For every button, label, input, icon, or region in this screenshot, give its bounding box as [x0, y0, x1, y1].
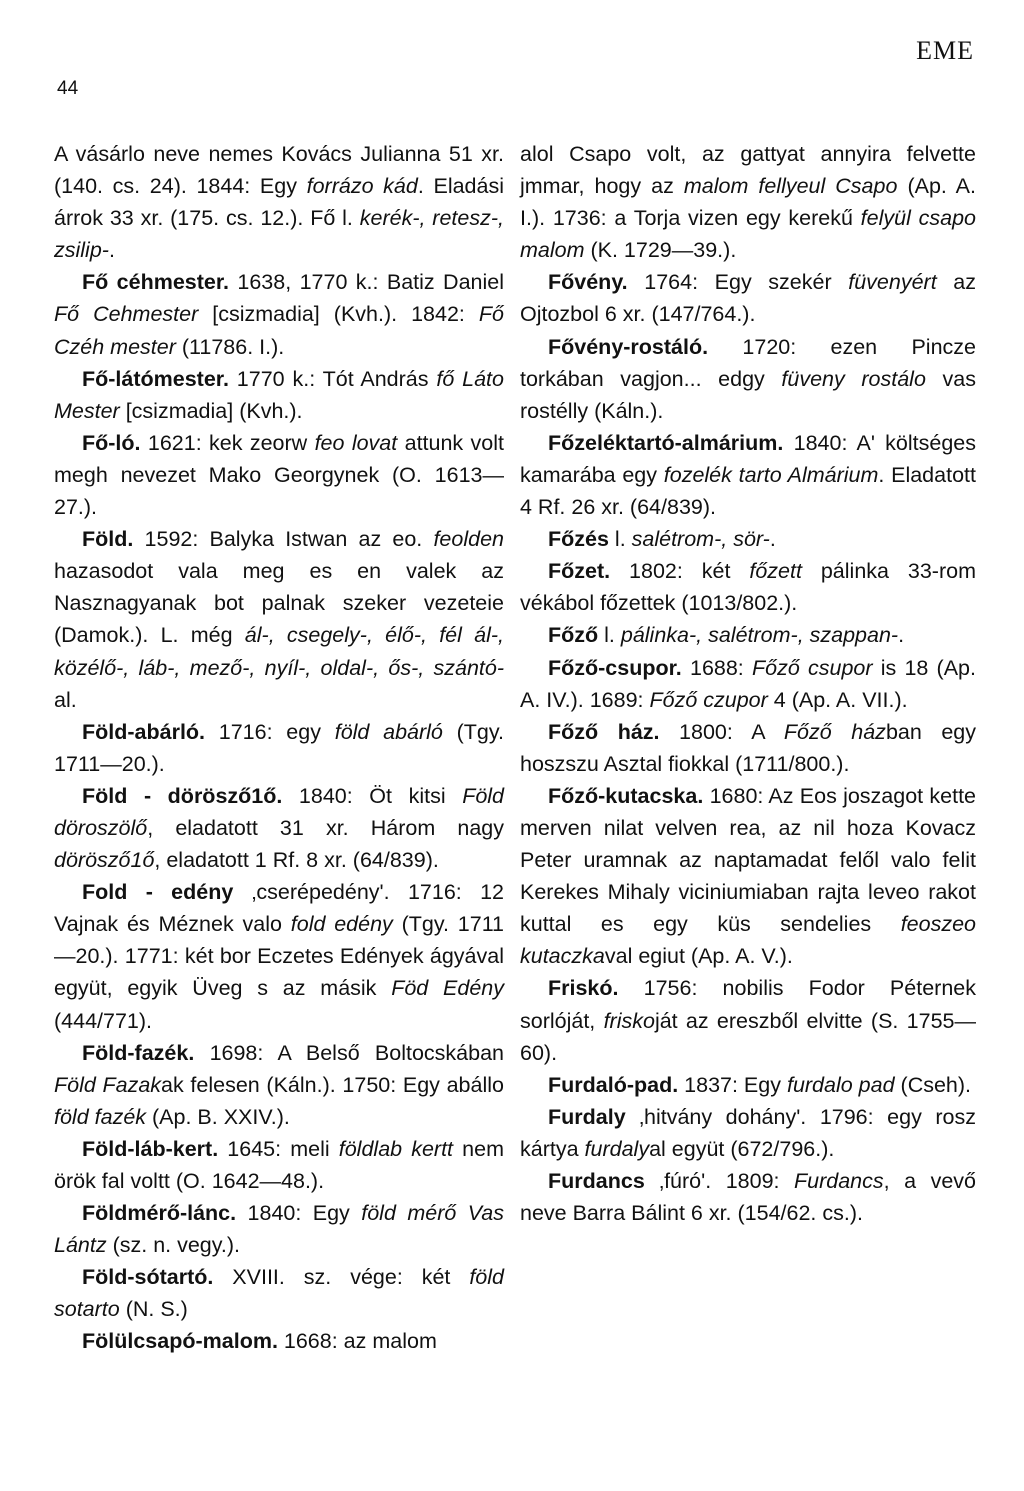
entry-text: nem örök fal voltt (O. 1642—48.).: [54, 1136, 504, 1193]
entry-text: (Tgy. 1711—20.). 1771: két bor Eczetes Edények ágyával együt, egyik Üveg s az másik: [54, 912, 505, 1001]
entry-text: (444/771).: [54, 1008, 153, 1033]
entry-text: az Ojtozbol 6 xr. (147/764.).: [520, 270, 976, 327]
dictionary-entry: [54, 266, 504, 362]
dictionary-entry: [54, 363, 504, 427]
right-column: [520, 138, 976, 1229]
entry-text: 4 (Ap. A. VII.).: [767, 687, 908, 712]
entry-citation: földlab kertt: [338, 1136, 454, 1161]
entry-text: , eladatott 31 xr. Három nagy: [147, 815, 504, 840]
entry-headword: Fölülcsapó-malom.: [82, 1329, 278, 1354]
entry-headword: Föld-láb-kert.: [82, 1136, 219, 1161]
entry-text: .: [898, 623, 905, 648]
entry-citation: Fő Cehmester: [54, 302, 199, 327]
entry-citation: Főző czupor: [649, 687, 768, 712]
entry-citation: Főző csupor: [751, 655, 873, 680]
entry-text: 1802: két: [610, 559, 750, 584]
entry-citation: fold edény: [290, 912, 393, 937]
entry-text: XVIII. sz. vége: két: [213, 1265, 470, 1290]
entry-citation: Föld döroszölő: [54, 783, 505, 840]
entry-citation: feolden: [433, 527, 504, 552]
entry-text: 1688:: [681, 655, 752, 680]
entry-headword: Fő-ló.: [82, 430, 141, 455]
entry-text: alol Csapo volt, az gattyat annyira felvette jmmar, hogy az: [520, 142, 976, 199]
entry-headword: Fold - edény: [82, 880, 234, 905]
entry-headword: Friskó.: [548, 976, 619, 1001]
entry-text: . Eladatott 4 Rf. 26 xr. (64/839).: [520, 462, 976, 520]
running-head-logo: EME: [916, 36, 974, 65]
dictionary-entry: [520, 716, 976, 780]
entry-headword: Földmérő-lánc.: [82, 1201, 237, 1226]
entry-headword: Fővény-rostáló.: [548, 334, 709, 359]
entry-headword: Furdaló-pad.: [548, 1072, 679, 1097]
entry-text: 1837: Egy: [678, 1072, 787, 1097]
dictionary-entry: [54, 1037, 504, 1133]
entry-text: 1764: Egy szekér: [627, 270, 849, 295]
entry-text: (11786. I.).: [175, 334, 285, 359]
entry-headword: Föld-abárló.: [82, 719, 206, 744]
entry-text: , a vevő neve Barra Bálint 6 xr. (154/62. cs.).: [520, 1169, 977, 1226]
entry-text: (sz. n. vegy.).: [106, 1233, 241, 1258]
dictionary-entry: [520, 523, 976, 555]
dictionary-entry: [54, 1325, 504, 1357]
entry-text: (Ap. A. I.). 1736: a Torja vizen egy kerekű: [520, 174, 977, 231]
entry-headword: Fővény.: [548, 270, 628, 295]
dictionary-entry: [520, 555, 976, 619]
entry-citation: kerék-, retesz-, zsilip-: [54, 206, 504, 263]
dictionary-entry: [520, 619, 976, 651]
entry-text: (Ap. B. XXIV.).: [146, 1104, 290, 1129]
entry-text: ‚fúró'. 1809:: [644, 1169, 795, 1193]
entry-text: 1770 k.: Tót András: [228, 366, 437, 391]
entry-citation: föld fazék: [54, 1104, 147, 1129]
entry-headword: Főzet.: [548, 559, 611, 584]
dictionary-entry: [54, 1261, 504, 1325]
entry-text: [csizmadia] (Kvh.). 1842:: [198, 302, 479, 327]
dictionary-entry: [520, 780, 976, 973]
dictionary-entry: [520, 1101, 976, 1165]
entry-headword: Főző: [548, 623, 599, 648]
entry-citation: ál-, csegely-, élő-, fél ál-, közélő-, láb-, mező-, nyíl-, oldal-, ős-, szántó-: [54, 623, 504, 680]
entry-citation: Föd Edény: [391, 976, 504, 1001]
entry-headword: Főző ház.: [548, 719, 660, 744]
entry-headword: Furdancs: [548, 1169, 645, 1193]
dictionary-entry: [54, 523, 504, 716]
entry-text: ban egy hoszszu Asztal fiokkal (1711/800.).: [520, 719, 977, 776]
entry-citation: főzett: [749, 559, 802, 584]
entry-text: al.: [54, 687, 77, 712]
entry-citation: dörösző1ő: [54, 848, 155, 873]
page-number: 44: [57, 78, 79, 99]
entry-text: A vásárlo neve nemes Kovács Julianna 51 xr. (140. cs. 24). 1844: Egy: [54, 142, 504, 199]
dictionary-entry: [520, 427, 976, 523]
entry-text: l.: [598, 623, 621, 648]
entry-citation: feo lovat: [314, 430, 398, 455]
entry-citation: füvenyért: [848, 270, 937, 295]
entry-text: is 18 (Ap. A. IV.). 1689:: [520, 655, 976, 712]
entry-text: 1720: ezen Pincze torkában vagjon... edgy: [520, 334, 976, 391]
dictionary-entry: [520, 331, 976, 427]
entry-text: l.: [608, 527, 632, 552]
entry-text: .: [769, 527, 776, 552]
entry-citation: Föld Fazak: [54, 1072, 162, 1097]
dictionary-entry: [54, 780, 504, 876]
entry-text: (Cseh).: [894, 1072, 972, 1097]
entry-text: 1668: az malom: [277, 1329, 437, 1354]
entry-citation: föld abárló: [334, 719, 443, 744]
dictionary-entry: [54, 427, 504, 523]
dictionary-entry: [520, 652, 976, 716]
entry-text: 1756: nobilis Fodor Péternek sorlóját,: [520, 976, 976, 1033]
entry-text: 1592: Balyka Istwan az eo.: [133, 527, 434, 552]
dictionary-entry: [54, 1197, 504, 1261]
entry-citation: Furdancs: [794, 1169, 884, 1193]
entry-citation: malom fellyeul Csapo: [683, 174, 898, 199]
entry-text: vas rostélly (Káln.).: [520, 366, 976, 423]
entry-citation: föld mérő Vas Lántz: [54, 1201, 504, 1258]
dictionary-entry: [520, 138, 976, 266]
entry-text: (N. S.): [119, 1297, 188, 1322]
entry-citation: pálinka-, salétrom-, szappan-: [620, 623, 899, 648]
entry-text: 1840: Öt kitsi: [282, 783, 463, 808]
entry-text: (Tgy. 1711—20.).: [54, 719, 505, 776]
entry-headword: Föld - dörösző1ő.: [82, 783, 283, 808]
entry-headword: Főzeléktartó-almárium.: [548, 430, 784, 455]
dictionary-entry: [54, 876, 504, 1036]
dictionary-entry: [54, 1133, 504, 1197]
entry-text: 1840: Egy: [236, 1201, 362, 1226]
dictionary-entry: [520, 1069, 976, 1101]
entry-headword: Föld.: [82, 527, 134, 552]
entry-text: 1716: egy: [205, 719, 335, 744]
entry-headword: Főző-kutacska.: [548, 783, 704, 808]
entry-citation: föld sotarto: [54, 1265, 504, 1322]
entry-headword: Főzés: [548, 527, 609, 552]
entry-citation: furdaly: [584, 1136, 650, 1161]
entry-text: , eladatott 1 Rf. 8 xr. (64/839).: [154, 848, 439, 873]
entry-headword: Főző-csupor.: [548, 655, 682, 680]
entry-text: . Eladási árrok 33 xr. (175. cs. 12.). Fő l.: [54, 174, 504, 231]
entry-text: .: [108, 238, 115, 263]
entry-citation: salétrom-, sör-: [631, 527, 770, 552]
entry-text: 1645: meli: [218, 1136, 339, 1161]
entry-text: pálinka 33-rom vékábol főzettek (1013/802.).: [520, 559, 976, 616]
entry-text: al együt (672/796.).: [649, 1136, 835, 1161]
entry-text: 1698: A Belső Boltocskában: [194, 1040, 504, 1065]
entry-headword: Furdaly: [548, 1104, 626, 1129]
entry-citation: fő Láto Mester: [54, 366, 504, 423]
entry-text: 1680: Az Eos joszagot kette merven nilat velven rea, az nil hoza Kovacz Peter uramnak az naptamadat felől valo felit Kerekes Mihaly viciniumiaban rajta leveo rakot kuttal es egy küs sendelies: [520, 783, 976, 937]
dictionary-entry: [520, 972, 976, 1068]
entry-text: val egiut (Ap. A. V.).: [604, 944, 793, 969]
entry-citation: Főző ház: [783, 719, 886, 744]
entry-text: ját az ereszből elvitte (S. 1755—60).: [520, 1008, 976, 1065]
entry-citation: fozelék tarto Almárium: [663, 462, 879, 487]
entry-citation: feoszeo kutaczka: [520, 912, 976, 969]
dictionary-entry: [54, 138, 504, 266]
entry-text: hazasodot vala meg es en valek az Nasznagyanak bot palnak szeker vezeteie (Damok.). L. még: [54, 559, 504, 648]
entry-text: 1800: A: [659, 719, 784, 744]
dictionary-entry: [520, 1165, 976, 1229]
entry-headword: Föld-fazék.: [82, 1040, 195, 1065]
entry-citation: frisko: [603, 1008, 655, 1033]
entry-citation: füveny rostálo: [781, 366, 926, 391]
entry-citation: felyül csapo malom: [520, 206, 976, 263]
entry-text: ‚hitvány dohány'. 1796: egy rosz kártya: [520, 1104, 976, 1161]
entry-text: ak felesen (Káln.). 1750: Egy abállo: [161, 1072, 504, 1097]
entry-text: 1621: kek zeorw: [140, 430, 315, 455]
dictionary-entry: [54, 716, 504, 780]
entry-text: attunk volt megh nevezet Mako Georgynek (O. 1613—27.).: [54, 430, 504, 520]
entry-text: (K. 1729—39.).: [584, 238, 737, 263]
entry-headword: Föld-sótartó.: [82, 1265, 214, 1290]
left-column: [54, 138, 504, 1358]
entry-citation: Fő Czéh mester: [54, 302, 504, 359]
entry-text: 1638, 1770 k.: Batiz Daniel: [229, 270, 504, 295]
entry-text: ‚cserépedény'. 1716: 12 Vajnak és Méznek valo: [54, 880, 504, 937]
entry-text: 1840: A' költséges kamarába egy: [520, 430, 976, 487]
entry-citation: furdalo pad: [786, 1072, 895, 1097]
entry-text: [csizmadia] (Kvh.).: [119, 398, 303, 423]
dictionary-entry: [520, 266, 976, 330]
entry-headword: Fő céhmester.: [82, 270, 229, 295]
entry-citation: forrázo kád: [306, 174, 418, 199]
entry-headword: Fő-látómester.: [82, 366, 229, 391]
